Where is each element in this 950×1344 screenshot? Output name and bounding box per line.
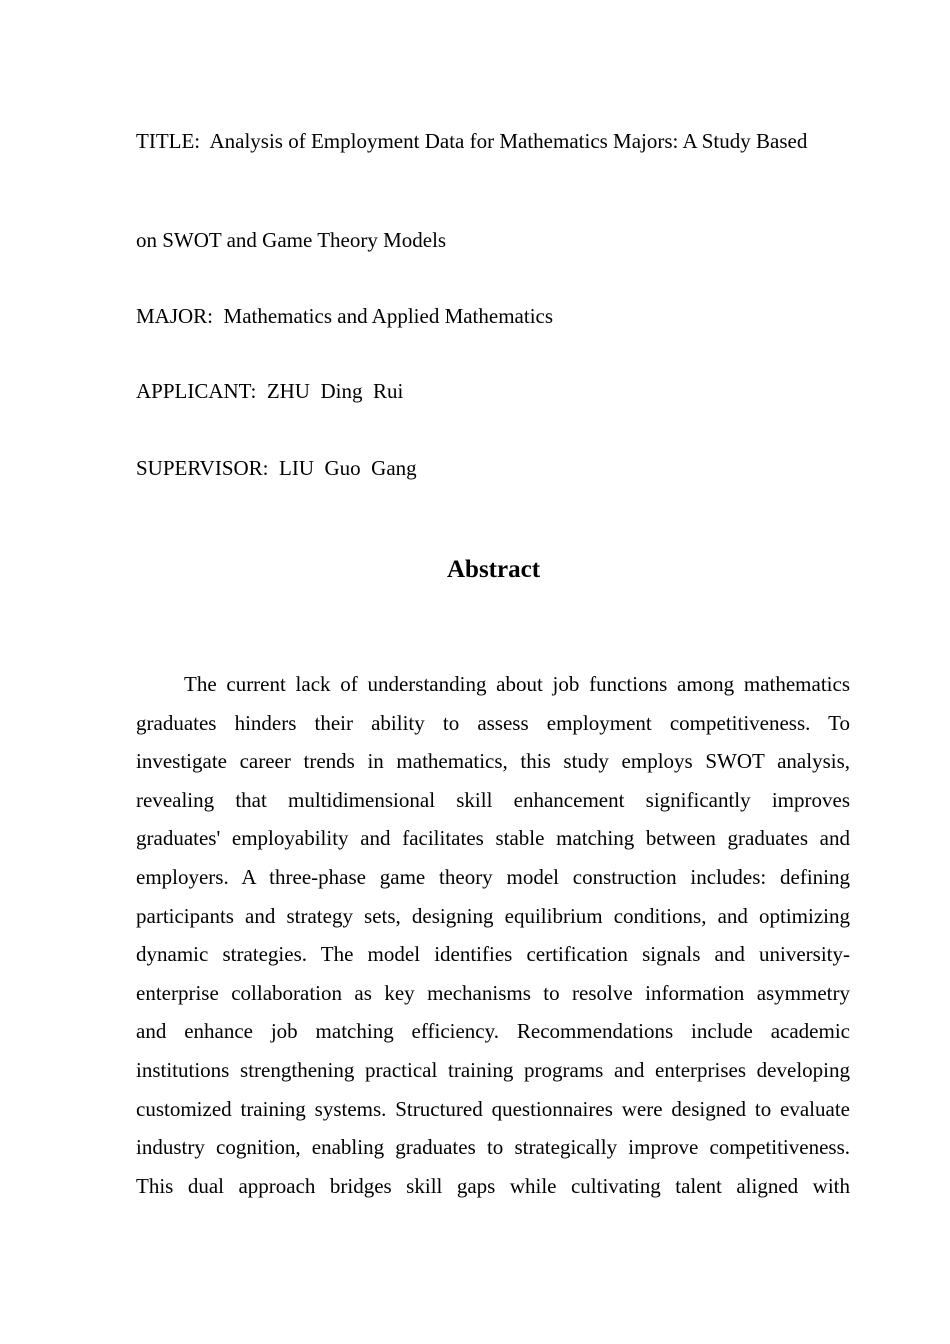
title-text: Analysis of Employment Data for Mathematics Majors: A Study Based bbox=[209, 129, 808, 153]
abstract-line: graduates' employability and facilitates stable matching between graduates and bbox=[136, 826, 850, 851]
abstract-heading: Abstract bbox=[446, 556, 541, 583]
abstract-line: industry cognition, enabling graduates to strategically improve competitiveness. bbox=[136, 1135, 850, 1160]
abstract-line: investigate career trends in mathematics, this study employs SWOT analysis, bbox=[136, 749, 850, 774]
title-line-continued bbox=[136, 227, 850, 253]
applicant-value: ZHU Ding Rui bbox=[266, 379, 404, 403]
supervisor-line bbox=[136, 455, 850, 481]
abstract-line: customized training systems. Structured questionnaires were designed to evaluate bbox=[136, 1096, 850, 1121]
applicant-label: APPLICANT: bbox=[136, 379, 257, 403]
abstract-line: employers. A three-phase game theory model construction includes: defining bbox=[136, 864, 850, 889]
supervisor-label: SUPERVISOR: bbox=[136, 456, 269, 480]
title-label: TITLE: bbox=[136, 129, 201, 153]
major-line bbox=[136, 303, 850, 329]
title-text-continued: on SWOT and Game Theory Models bbox=[136, 228, 447, 252]
abstract-line: and enhance job matching efficiency. Recommendations include academic bbox=[136, 1019, 850, 1044]
applicant-line bbox=[136, 378, 850, 404]
major-label: MAJOR: bbox=[136, 304, 214, 328]
major-value: Mathematics and Applied Mathematics bbox=[223, 304, 554, 328]
title-line bbox=[136, 128, 850, 154]
abstract-line: The current lack of understanding about job functions among mathematics bbox=[184, 672, 850, 696]
abstract-line: dynamic strategies. The model identifies certification signals and university- bbox=[136, 942, 850, 967]
abstract-line: institutions strengthening practical training programs and enterprises developing bbox=[136, 1057, 850, 1082]
abstract-line: enterprise collaboration as key mechanisms to resolve information asymmetry bbox=[136, 980, 850, 1005]
abstract-body bbox=[136, 665, 850, 1205]
supervisor-value: LIU Guo Gang bbox=[279, 456, 417, 480]
abstract-line: revealing that multidimensional skill enhancement significantly improves bbox=[136, 787, 850, 812]
abstract-line: graduates hinders their ability to assess employment competitiveness. To bbox=[136, 710, 850, 735]
abstract-line: This dual approach bridges skill gaps while cultivating talent aligned with bbox=[136, 1173, 850, 1198]
abstract-line: participants and strategy sets, designing equilibrium conditions, and optimizing bbox=[136, 903, 850, 928]
